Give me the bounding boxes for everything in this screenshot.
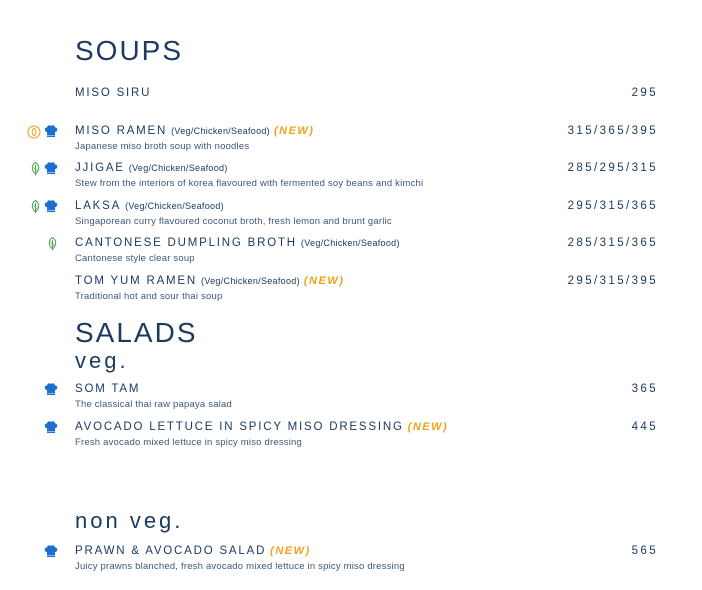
item-variants: (Veg/Chicken/Seafood) [128,163,228,174]
item-name [75,545,311,557]
salads-title: SALADS [75,317,198,348]
item-title: MISO RAMEN [75,124,168,137]
item-price: 315/365/395 [567,124,658,137]
item-title: CANTONESE DUMPLING BROTH [75,237,297,250]
item-price: 285/315/365 [567,237,658,250]
item-title: MISO SIRU [75,87,152,99]
item-description: Fresh avocado mixed lettuce in spicy miso dressing [75,436,303,448]
new-badge: (NEW) [273,124,315,137]
item-name [75,383,140,395]
menu-item [0,87,702,121]
item-title: JJIGAE [75,162,125,175]
dietary-icons [0,162,60,176]
new-badge: (NEW) [407,420,449,433]
dietary-icons [0,545,60,559]
menu-item [0,383,702,417]
menu-item [0,200,702,234]
item-price: 295 [631,87,658,99]
dietary-icons [0,125,60,139]
item-title: AVOCADO LETTUCE IN SPICY MISO DRESSING [75,420,404,433]
item-name [75,162,228,174]
item-name [75,87,151,99]
item-price: 295/315/365 [567,199,658,212]
item-name [75,237,400,249]
item-description: The classical thai raw papaya salad [75,399,232,410]
item-description: Juicy prawns blanched, fresh avocado mixed lettuce in spicy miso dressing [75,561,405,572]
soups-title: SOUPS [75,35,184,66]
menu-item [0,237,702,271]
item-title: PRAWN & AVOCADO SALAD [75,545,267,557]
dietary-icons [0,421,60,435]
item-description: Stew from the interiors of korea flavoured with fermented soy beans and kimchi [75,178,424,190]
new-badge: (NEW) [303,275,345,287]
item-variants: (Veg/Chicken/Seafood) [171,125,270,136]
item-variants: (Veg/Chicken/Seafood) [125,200,224,211]
item-price: 295/315/395 [567,275,658,287]
menu-item [0,162,702,196]
item-name [75,125,314,137]
item-price: 565 [631,545,658,557]
item-title: SOM TAM [75,383,141,395]
menu-item [0,545,702,579]
salads-nonveg-title: non veg. [75,508,184,533]
item-description: Cantonese style clear soup [75,253,195,265]
item-variants: (Veg/Chicken/Seafood) [201,276,300,286]
item-description: Singaporean curry flavoured coconut broth, fresh lemon and brunt garlic [75,215,392,227]
item-title: TOM YUM RAMEN [75,275,198,287]
dietary-icons [0,383,60,397]
menu-item [0,125,702,159]
item-price: 445 [631,420,658,433]
dietary-icons [0,200,60,214]
item-variants: (Veg/Chicken/Seafood) [300,238,400,249]
salads-veg-title: veg. [75,348,129,373]
new-badge: (NEW) [270,545,311,557]
item-name [75,275,344,287]
dietary-icons [0,237,60,251]
item-name [75,200,224,212]
menu-item [0,421,702,455]
item-price: 365 [631,383,658,395]
item-price: 285/295/315 [567,162,658,175]
menu-item [0,275,702,309]
item-title: LAKSA [75,199,122,212]
item-name [75,421,448,433]
item-description: Traditional hot and sour thai soup [75,291,223,302]
item-description: Japanese miso broth soup with noodles [75,140,250,152]
